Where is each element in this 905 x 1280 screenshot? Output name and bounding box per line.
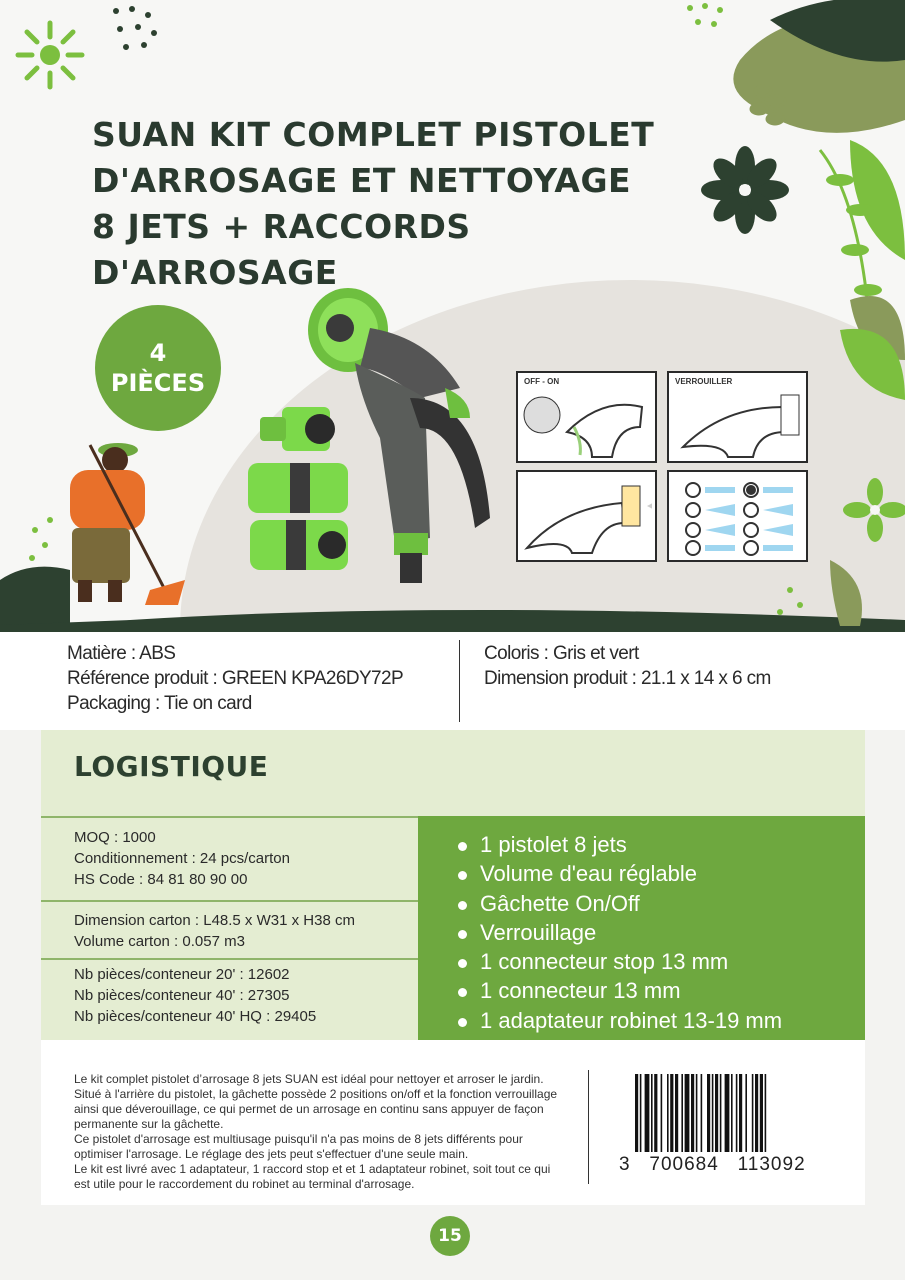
feature-item: 1 connecteur stop 13 mm: [458, 947, 782, 976]
feature-item: Volume d'eau réglable: [458, 859, 782, 888]
title-line: SUAN KIT COMPLET PISTOLET: [92, 115, 655, 154]
logistics-line: Volume carton : 0.057 m3: [74, 933, 245, 950]
logistics-line: HS Code : 84 81 80 90 00: [74, 871, 248, 888]
instruction-panel-lock: [667, 371, 808, 463]
feature-item: Verrouillage: [458, 918, 782, 947]
features-list: [458, 830, 782, 1035]
logistics-block-container: [74, 964, 316, 1027]
logistics-block-order: [74, 827, 290, 890]
panel-label: VERROUILLER: [675, 377, 733, 386]
instruction-panel-off-on: [516, 371, 657, 463]
product-description: [74, 1072, 560, 1192]
badge-unit: PIÈCES: [110, 369, 206, 397]
title-line: D'ARROSAGE: [92, 253, 338, 292]
logistics-line: Dimension carton : L48.5 x W31 x H38 cm: [74, 912, 355, 929]
ground-decoration-icon: [0, 560, 905, 632]
logistics-line: Conditionnement : 24 pcs/carton: [74, 850, 290, 867]
instruction-panel-jets: [667, 470, 808, 562]
logistics-section: [41, 730, 865, 1040]
barcode-number: 3 700684 113092: [619, 1154, 806, 1175]
spray-gun-image: [300, 288, 500, 588]
feature-item: 1 adaptateur robinet 13-19 mm: [458, 1006, 782, 1035]
spec-dimension: Dimension produit : 21.1 x 14 x 6 cm: [484, 668, 771, 689]
description-paragraph: Ce pistolet d'arrosage est multiusage puisqu'il n'a pas moins de 8 jets différents pour optimiser l'arrosage. Le réglage des jets peut s'effectuer d'une seule main.: [74, 1132, 523, 1161]
feature-item: Gâchette On/Off: [458, 889, 782, 918]
product-title: [92, 112, 732, 296]
dots-decoration-icon: [108, 5, 168, 55]
spec-material: Matière : ABS: [67, 643, 176, 664]
feature-item: 1 connecteur 13 mm: [458, 976, 782, 1005]
specs-divider: [459, 640, 460, 722]
page-number: 15: [430, 1216, 470, 1256]
description-paragraph: Le kit complet pistolet d’arrosage 8 jets SUAN est idéal pour nettoyer et arroser le jardin. Situé à l'arrière du pistolet, la gâchette possède 2 positions on/off et la fonction verrouillage ainsi que déverouillage, ce qui permet de un arrosage en continu sans appuyer de façon permanente sur la gâchette.: [74, 1072, 558, 1131]
logistics-line: Nb pièces/conteneur 40' : 27305: [74, 987, 290, 1004]
logistics-line: Nb pièces/conteneur 40' HQ : 29405: [74, 1008, 317, 1025]
spec-reference: Référence produit : GREEN KPA26DY72P: [67, 668, 404, 689]
description-divider: [588, 1070, 589, 1184]
spec-packaging: Packaging : Tie on card: [67, 693, 252, 714]
divider: [41, 816, 418, 818]
divider: [41, 958, 418, 960]
badge-count: 4: [149, 339, 167, 367]
features-panel: [418, 816, 865, 1040]
spec-color: Coloris : Gris et vert: [484, 643, 639, 664]
feature-item: 1 pistolet 8 jets: [458, 830, 782, 859]
sun-decoration-icon: [10, 15, 90, 95]
product-specs: [0, 632, 905, 730]
hero-section: [0, 0, 905, 632]
description-card: [41, 1040, 865, 1205]
title-line: D'ARROSAGE ET NETTOYAGE: [92, 161, 632, 200]
description-paragraph: Le kit est livré avec 1 adaptateur, 1 raccord stop et et 1 adaptateur robinet, soit tout ce qui est utile pour le raccordement du robinet au terminal d'arrosage.: [74, 1162, 551, 1191]
pieces-badge: [95, 305, 221, 431]
logistics-block-carton: [74, 910, 355, 952]
panel-label: OFF - ON: [524, 377, 560, 386]
logistics-line: MOQ : 1000: [74, 829, 156, 846]
divider: [41, 900, 418, 902]
instruction-panel-spray: [516, 470, 657, 562]
logistics-title: LOGISTIQUE: [74, 750, 269, 783]
title-line: 8 JETS + RACCORDS: [92, 207, 471, 246]
logistics-line: Nb pièces/conteneur 20' : 12602: [74, 966, 290, 983]
